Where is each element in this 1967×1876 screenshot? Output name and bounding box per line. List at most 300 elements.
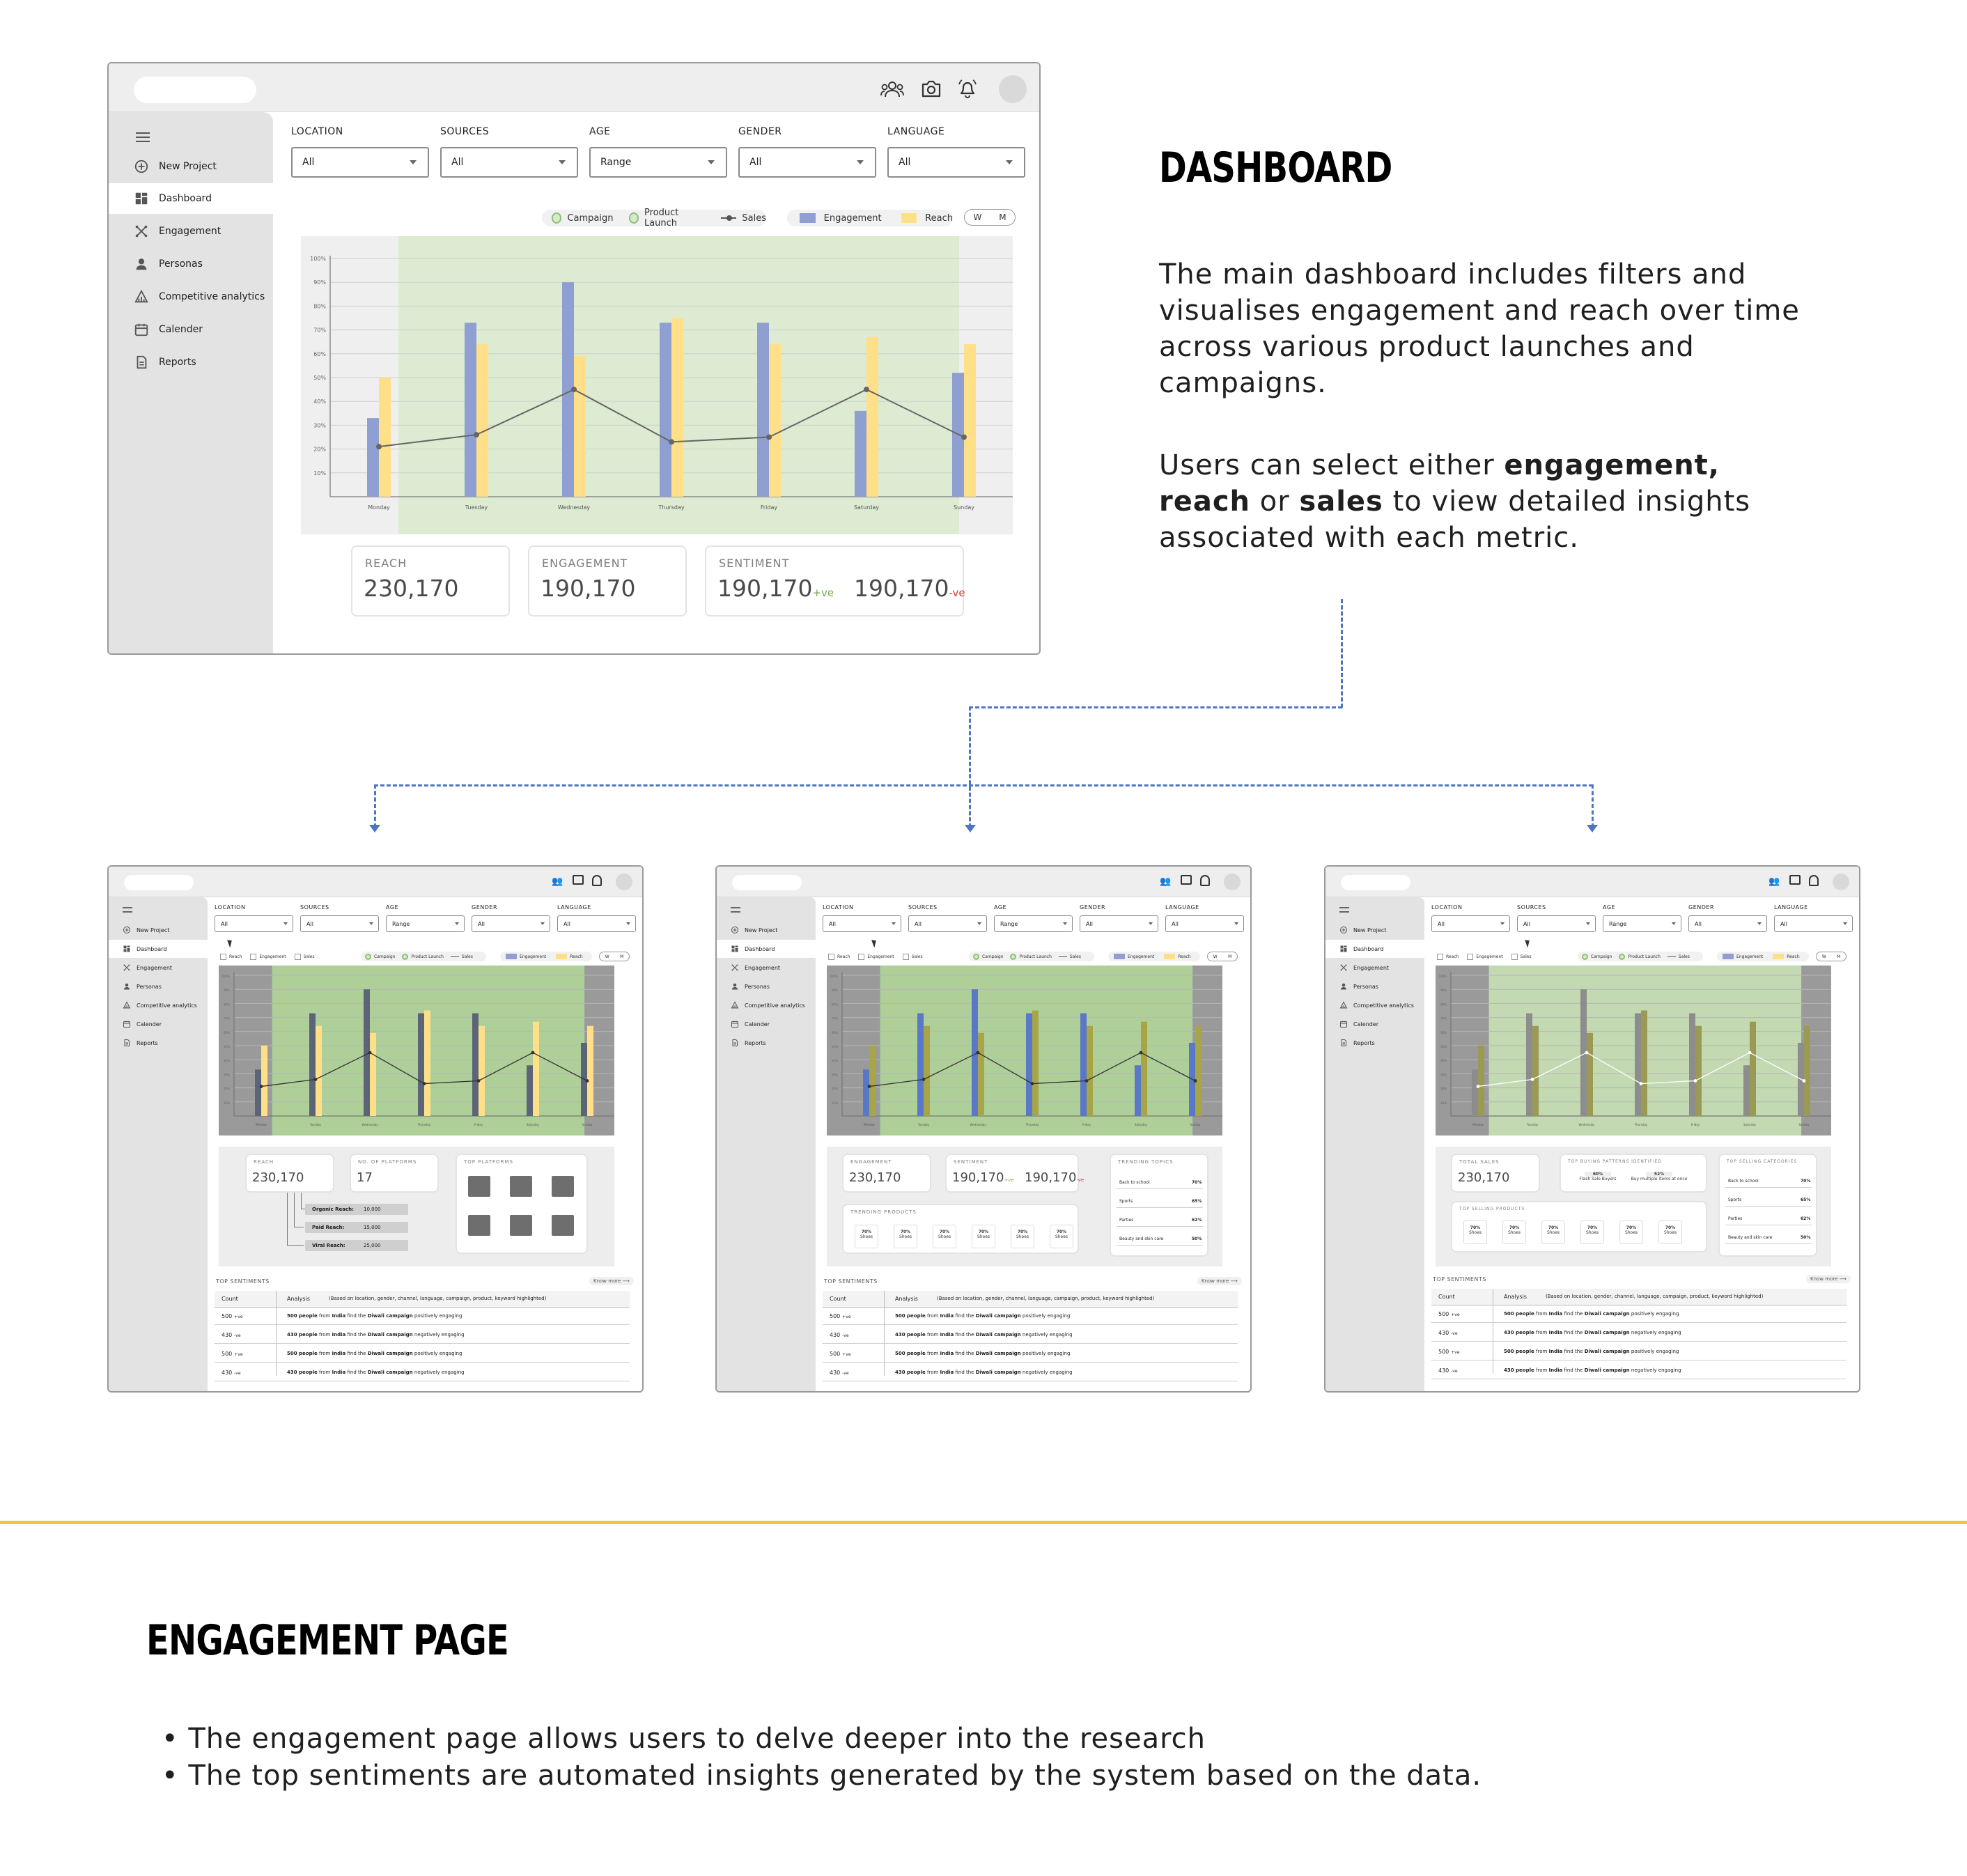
metric-checkbox[interactable] <box>858 954 864 960</box>
platform-logo-placeholder[interactable] <box>468 1176 490 1197</box>
connector-line <box>1341 599 1343 708</box>
engagement-x-icon <box>731 963 739 972</box>
metric-checkbox[interactable] <box>828 954 834 960</box>
analysis-header: Analysis <box>1504 1294 1527 1300</box>
sales-point[interactable] <box>477 1079 481 1083</box>
product-chip[interactable]: 70% Shoes <box>1502 1220 1526 1244</box>
reach-bar[interactable] <box>869 1046 876 1116</box>
sales-point[interactable] <box>1085 1079 1089 1083</box>
sidebar-item-competitive-analytics[interactable] <box>717 996 816 1014</box>
reach-legend-label[interactable]: Reach <box>570 954 583 959</box>
sentiment-analysis: 500 people from India find the Diwali campaign positively engaging <box>895 1313 1071 1319</box>
filter-select-location[interactable] <box>823 915 901 932</box>
chevron-down-icon <box>892 922 896 925</box>
camera-icon[interactable] <box>1789 875 1801 885</box>
reach-bar[interactable] <box>1478 1046 1484 1116</box>
filter-label-gender: GENDER <box>472 904 498 910</box>
engagement-bar[interactable] <box>1026 1014 1032 1116</box>
sales-point[interactable] <box>1640 1082 1643 1085</box>
reach-bar[interactable] <box>769 344 781 497</box>
category-pct: 62% <box>1801 1216 1811 1221</box>
user-avatar[interactable] <box>1224 874 1241 890</box>
sales-point[interactable] <box>260 1085 263 1088</box>
filter-select-language[interactable] <box>557 915 636 932</box>
know-more-link[interactable]: Know more ⟶ <box>1197 1277 1242 1285</box>
sales-point[interactable] <box>1194 1079 1197 1083</box>
engagement-bar[interactable] <box>1526 1014 1532 1116</box>
sentiment-analysis: 500 people from India find the Diwali campaign positively engaging <box>287 1351 462 1356</box>
plus-circle-icon <box>1339 926 1348 934</box>
top-platforms-card[interactable] <box>456 1154 588 1254</box>
camera-icon[interactable] <box>921 79 942 98</box>
engagement-bar[interactable] <box>472 1014 479 1116</box>
sales-point[interactable] <box>868 1085 871 1088</box>
filter-select-location[interactable] <box>215 915 293 932</box>
reach-bar[interactable] <box>379 378 391 497</box>
engagement-card[interactable] <box>842 1154 931 1193</box>
sales-point[interactable] <box>1531 1078 1534 1081</box>
reach-bar[interactable] <box>533 1022 539 1116</box>
checkbox-label: Engagement <box>1476 954 1503 959</box>
metric-checkbox[interactable] <box>1467 954 1473 960</box>
pattern-chip[interactable]: 52% Buy multiple items at once <box>1631 1172 1688 1181</box>
sales-point[interactable] <box>1694 1079 1697 1083</box>
sidebar-item-label: Personas <box>159 258 203 270</box>
toggle-week[interactable]: W <box>973 212 982 222</box>
y-tick-label: 80% <box>313 303 326 310</box>
filter-select-gender[interactable] <box>1688 915 1767 932</box>
reach-bar[interactable] <box>1087 1026 1093 1116</box>
product-chip[interactable]: 70% Shoes <box>1619 1220 1643 1244</box>
filter-select-language[interactable] <box>1774 915 1853 932</box>
sidebar-item-competitive-analytics[interactable] <box>109 281 273 312</box>
metric-checkbox[interactable] <box>295 954 301 960</box>
toggle-month[interactable]: M <box>1228 954 1232 959</box>
y-tick-label: 30% <box>1440 1073 1447 1077</box>
engagement-x-icon <box>123 963 131 972</box>
toggle-week[interactable]: W <box>605 954 609 959</box>
filter-select-gender[interactable] <box>738 147 876 178</box>
week-month-toggle[interactable] <box>964 209 1016 226</box>
engagement-bar[interactable] <box>367 418 379 497</box>
reach-bar[interactable] <box>866 337 878 497</box>
know-more-link[interactable]: Know more ⟶ <box>1806 1275 1851 1283</box>
product-chip[interactable]: 70% Shoes <box>1658 1220 1682 1244</box>
engagement-kpi-label: ENGAGEMENT <box>542 557 628 570</box>
sidebar-item-personas[interactable] <box>717 977 816 995</box>
sales-point[interactable] <box>961 435 967 440</box>
person-icon <box>731 982 739 991</box>
bell-icon[interactable] <box>592 875 602 886</box>
trending-products-card[interactable] <box>842 1204 1079 1254</box>
platform-logo-placeholder[interactable] <box>552 1176 574 1197</box>
search-pill[interactable] <box>1341 875 1410 890</box>
sales-legend-label[interactable]: Sales <box>1069 954 1081 959</box>
sidebar-item-reports[interactable] <box>109 347 273 378</box>
reach-bar[interactable] <box>1141 1022 1147 1116</box>
sidebar-item-dashboard[interactable] <box>1325 940 1430 958</box>
reach-bar[interactable] <box>316 1026 322 1116</box>
sales-point[interactable] <box>1748 1051 1752 1055</box>
negative-tag: -ve <box>949 587 965 599</box>
sentiment-count: 500 +ve <box>830 1351 851 1357</box>
engagement-kpi-card[interactable] <box>528 545 687 617</box>
engagement-bar[interactable] <box>757 323 769 497</box>
camera-icon[interactable] <box>573 875 584 885</box>
week-month-toggle[interactable] <box>1816 952 1847 961</box>
campaign-legend-label[interactable]: Campaign <box>374 954 396 959</box>
filter-value: All <box>915 920 922 927</box>
y-tick-label: 90% <box>832 989 838 993</box>
reach-bar[interactable] <box>964 344 976 497</box>
sidebar-item-calender[interactable] <box>1325 1015 1424 1033</box>
product-chip[interactable]: 70% Shoes <box>972 1225 995 1248</box>
reach-legend-label[interactable]: Reach <box>1787 954 1800 959</box>
y-tick-label: 70% <box>224 1016 230 1021</box>
engagement-bar[interactable] <box>1689 1014 1695 1116</box>
sales-legend-label[interactable]: Sales <box>742 212 766 224</box>
sidebar-item-personas[interactable] <box>109 977 208 995</box>
hamburger-menu-icon[interactable] <box>731 907 740 913</box>
metric-checkbox[interactable] <box>903 954 909 960</box>
y-tick-label: 10% <box>832 1101 838 1105</box>
search-pill[interactable] <box>732 875 802 890</box>
y-tick-label: 40% <box>1440 1059 1447 1063</box>
sales-point[interactable] <box>474 432 479 437</box>
reach-bar[interactable] <box>1804 1026 1810 1116</box>
filter-select-sources[interactable] <box>300 915 379 932</box>
sentiment-count: 430 -ve <box>221 1370 241 1376</box>
reach-bar[interactable] <box>1750 1022 1756 1116</box>
product-launch-legend-label[interactable]: Product Launch <box>1628 954 1661 959</box>
sales-point[interactable] <box>669 439 674 444</box>
hamburger-menu-icon[interactable] <box>1339 907 1349 913</box>
sidebar-item-reports[interactable] <box>1325 1034 1424 1052</box>
engagement-value: 230,170 <box>849 1170 901 1185</box>
chevron-down-icon <box>455 922 459 925</box>
sidebar-item-reports[interactable] <box>109 1034 208 1052</box>
bell-icon[interactable] <box>1809 875 1819 886</box>
sidebar-item-dashboard[interactable] <box>109 940 213 958</box>
chevron-down-icon <box>1006 160 1013 164</box>
reach-breakdown-row[interactable] <box>305 1204 408 1215</box>
toggle-month[interactable]: M <box>620 954 624 959</box>
engagement-legend-label[interactable]: Engagement <box>520 954 547 959</box>
x-tick-label: Sunday <box>582 1123 593 1126</box>
sales-point[interactable] <box>423 1082 426 1085</box>
hamburger-menu-icon[interactable] <box>135 132 150 143</box>
engagement-bar[interactable] <box>917 1014 924 1116</box>
sidebar-item-calender[interactable] <box>717 1015 816 1033</box>
toggle-week[interactable]: W <box>1213 954 1218 959</box>
sidebar-item-new-project[interactable] <box>1325 921 1424 939</box>
filter-select-location[interactable] <box>1431 915 1510 932</box>
sidebar-item-personas[interactable] <box>109 249 273 279</box>
engagement-bar[interactable] <box>1135 1065 1141 1116</box>
count-header: Count <box>830 1296 846 1302</box>
sales-point[interactable] <box>1477 1085 1480 1088</box>
campaign-legend-label[interactable]: Campaign <box>567 212 614 224</box>
users-icon[interactable]: 👥 <box>552 876 563 887</box>
filter-select-sources[interactable] <box>908 915 987 932</box>
sidebar-item-competitive-analytics[interactable] <box>109 996 208 1014</box>
engagement-bar[interactable] <box>418 1014 424 1116</box>
users-icon[interactable] <box>880 80 904 98</box>
reach-bar[interactable] <box>1195 1026 1202 1116</box>
hamburger-menu-icon[interactable] <box>123 907 132 913</box>
platform-logo-placeholder[interactable] <box>552 1215 574 1236</box>
sidebar-item-new-project[interactable] <box>109 921 208 939</box>
filter-value: All <box>1086 920 1093 927</box>
product-launch-legend-label[interactable]: Product Launch <box>1019 954 1052 959</box>
sidebar-item-engagement[interactable] <box>109 216 273 247</box>
sidebar-item-label: Competitive analytics <box>745 1002 805 1009</box>
product-chip[interactable]: 70% Shoes <box>1580 1220 1604 1244</box>
filter-select-age[interactable] <box>589 147 727 178</box>
filter-select-sources[interactable] <box>1517 915 1596 932</box>
sidebar-item-competitive-analytics[interactable] <box>1325 996 1424 1014</box>
engagement-bar[interactable] <box>855 411 866 497</box>
reach-kpi-card[interactable] <box>351 545 510 617</box>
reach-bar[interactable] <box>479 1026 485 1116</box>
engagement-legend-label[interactable]: Engagement <box>1128 954 1155 959</box>
engagement-bar[interactable] <box>660 323 671 497</box>
product-chip[interactable]: 70% Shoes <box>1050 1225 1073 1248</box>
search-pill[interactable] <box>124 875 194 890</box>
engagement-bar[interactable] <box>465 323 476 497</box>
product-chip[interactable]: 70% Shoes <box>894 1225 917 1248</box>
y-tick-label: 30% <box>313 422 326 429</box>
user-avatar[interactable] <box>999 75 1027 103</box>
report-icon <box>123 1039 131 1047</box>
total-sales-card[interactable] <box>1451 1154 1540 1193</box>
campaign-legend-label[interactable]: Campaign <box>1591 954 1612 959</box>
product-chip[interactable]: 70% Shoes <box>1541 1220 1565 1244</box>
toggle-week[interactable]: W <box>1821 954 1826 959</box>
breakdown-label: Viral Reach: <box>312 1243 345 1248</box>
product-chip[interactable]: 70% Shoes <box>1011 1225 1034 1248</box>
platform-logo-placeholder[interactable] <box>510 1215 532 1236</box>
sidebar-item-dashboard[interactable] <box>717 940 821 958</box>
sidebar-item-label: Reports <box>137 1039 158 1046</box>
connector-line <box>374 784 376 828</box>
bell-icon[interactable] <box>1200 875 1210 886</box>
reach-bar[interactable] <box>370 1033 376 1116</box>
filter-select-sources[interactable] <box>440 147 578 178</box>
bell-icon[interactable] <box>957 78 978 99</box>
filter-select-age[interactable] <box>994 915 1073 932</box>
engagement-legend-label[interactable]: Engagement <box>1736 954 1764 959</box>
sales-point[interactable] <box>1031 1082 1034 1085</box>
camera-icon[interactable] <box>1181 875 1192 885</box>
reach-breakdown-row[interactable] <box>305 1222 408 1233</box>
filter-select-location[interactable] <box>291 147 429 178</box>
reach-bar[interactable] <box>978 1033 984 1116</box>
platforms-card[interactable] <box>350 1154 439 1193</box>
sales-point[interactable] <box>531 1051 535 1055</box>
week-month-toggle[interactable] <box>1207 952 1238 961</box>
platform-logo-placeholder[interactable] <box>510 1176 532 1197</box>
metric-checkbox[interactable] <box>250 954 256 960</box>
user-avatar[interactable] <box>1833 874 1849 890</box>
engagement-bar[interactable] <box>527 1065 533 1116</box>
top-platforms-label: TOP PLATFORMS <box>464 1159 513 1165</box>
sentiment-count: 500 +ve <box>830 1313 851 1319</box>
reach-bar[interactable] <box>424 1011 430 1117</box>
sidebar-item-label: Reports <box>745 1039 766 1046</box>
calendar-icon <box>123 1020 131 1028</box>
week-month-toggle[interactable] <box>599 952 630 961</box>
engagement-bar[interactable] <box>1472 1069 1478 1116</box>
row-divider <box>1431 1341 1847 1342</box>
engagement-bar[interactable] <box>1635 1014 1641 1116</box>
sales-point[interactable] <box>376 444 382 449</box>
filter-value: All <box>829 920 836 927</box>
reach-bar[interactable] <box>1641 1011 1647 1117</box>
reach-bar[interactable] <box>574 356 586 497</box>
engagement-page-heading: ENGAGEMENT PAGE <box>146 1616 508 1665</box>
reach-legend-label[interactable]: Reach <box>925 212 953 224</box>
small-chart <box>827 966 1222 1135</box>
sidebar-item-dashboard[interactable] <box>109 183 288 214</box>
engagement-legend-label[interactable]: Engagement <box>823 212 882 224</box>
users-icon[interactable]: 👥 <box>1160 876 1172 887</box>
chevron-down-icon <box>708 160 715 164</box>
sentiment-analysis: 500 people from India find the Diwali campaign positively engaging <box>895 1351 1071 1356</box>
filter-value: Range <box>600 157 632 168</box>
arrow-down-icon <box>965 825 976 832</box>
reach-bar[interactable] <box>476 344 488 497</box>
top-selling-categories-card[interactable] <box>1718 1154 1817 1257</box>
reach-breakdown-row[interactable] <box>305 1240 408 1251</box>
sales-point[interactable] <box>864 387 869 392</box>
metric-checkbox[interactable] <box>1437 954 1443 960</box>
platform-logo-placeholder[interactable] <box>468 1215 490 1236</box>
sentiment-analysis: 430 people from India find the Diwali campaign negatively engaging <box>287 1332 465 1338</box>
count-header: Count <box>221 1296 238 1302</box>
sales-point[interactable] <box>977 1051 980 1055</box>
sidebar-item-engagement[interactable] <box>1325 959 1424 977</box>
campaign-legend-label[interactable]: Campaign <box>982 954 1004 959</box>
sidebar-item-calender[interactable] <box>109 314 273 345</box>
filter-value: All <box>306 920 313 927</box>
filter-select-language[interactable] <box>1165 915 1244 932</box>
topic-name: Sports <box>1119 1199 1133 1204</box>
y-tick-label: 40% <box>313 398 326 405</box>
sentiment-count: 500 +ve <box>1438 1311 1460 1317</box>
reach-bar[interactable] <box>1032 1011 1039 1117</box>
filter-select-gender[interactable] <box>472 915 550 932</box>
filter-value: Range <box>392 920 410 927</box>
sales-point[interactable] <box>1140 1051 1143 1055</box>
sidebar-item-new-project[interactable] <box>717 921 816 939</box>
top-selling-products-card[interactable] <box>1451 1201 1707 1253</box>
filter-select-gender[interactable] <box>1080 915 1158 932</box>
product-chip[interactable]: 70% Shoes <box>933 1225 956 1248</box>
filter-select-age[interactable] <box>386 915 465 932</box>
sales-point[interactable] <box>922 1078 926 1081</box>
users-icon[interactable]: 👥 <box>1768 876 1780 887</box>
filter-select-age[interactable] <box>1603 915 1681 932</box>
y-tick-label: 60% <box>832 1030 838 1034</box>
engagement-bar[interactable] <box>1080 1014 1087 1116</box>
reach-bar[interactable] <box>671 318 683 497</box>
sentiment-card[interactable] <box>945 1154 1084 1193</box>
user-avatar[interactable] <box>616 874 632 890</box>
sales-point[interactable] <box>571 387 577 392</box>
reach-bar[interactable] <box>587 1026 593 1116</box>
analytics-icon <box>123 1001 131 1009</box>
sales-point[interactable] <box>1585 1051 1589 1055</box>
sidebar-item-engagement[interactable] <box>717 959 816 977</box>
x-tick-label: Thursday <box>658 504 685 511</box>
sales-point[interactable] <box>368 1051 372 1055</box>
pattern-chip[interactable]: 60% Flash Sale Buyers <box>1579 1172 1617 1181</box>
product-chip[interactable]: 70% Shoes <box>1463 1220 1487 1244</box>
small-chart <box>219 966 614 1135</box>
metric-checkbox[interactable] <box>220 954 226 960</box>
engagement-bar[interactable] <box>1743 1065 1750 1116</box>
trending-topics-card[interactable] <box>1110 1154 1208 1257</box>
reach-bar[interactable] <box>924 1026 930 1116</box>
search-pill[interactable] <box>134 77 256 103</box>
sidebar-item-reports[interactable] <box>717 1034 816 1052</box>
reach-bar[interactable] <box>1532 1026 1539 1116</box>
toggle-month[interactable]: M <box>999 212 1006 222</box>
sales-point[interactable] <box>1803 1079 1806 1083</box>
toggle-month[interactable]: M <box>1837 954 1841 959</box>
sidebar-item-engagement[interactable] <box>109 959 208 977</box>
reach-card[interactable] <box>245 1154 334 1193</box>
sidebar-item-calender[interactable] <box>109 1015 208 1033</box>
sentiment-kpi-card[interactable] <box>705 545 964 617</box>
reach-bar[interactable] <box>261 1046 267 1116</box>
sales-point[interactable] <box>766 435 772 440</box>
sentiment-analysis: 500 people from India find the Diwali campaign positively engaging <box>287 1313 462 1319</box>
analysis-note: (Based on location, gender, channel, language, campaign, product, keyword highlighted) <box>1546 1294 1764 1299</box>
x-tick-label: Wednesday <box>557 504 591 511</box>
filter-select-language[interactable] <box>887 147 1025 178</box>
engagement-bar[interactable] <box>255 1069 261 1116</box>
sidebar-item-label: Reports <box>1353 1039 1375 1046</box>
buying-patterns-card[interactable] <box>1560 1154 1707 1193</box>
reach-bar[interactable] <box>1695 1026 1702 1116</box>
campaign-legend-icon <box>1582 954 1588 960</box>
reach-bar[interactable] <box>1587 1033 1593 1116</box>
sidebar-item-personas[interactable] <box>1325 977 1424 995</box>
product-launch-legend-label[interactable]: Product Launch <box>644 208 679 228</box>
reach-legend-label[interactable]: Reach <box>1178 954 1191 959</box>
filter-value: Range <box>1609 920 1627 927</box>
sidebar-item-new-project[interactable] <box>109 151 273 182</box>
category-name: Beauty and skin care <box>1728 1235 1773 1240</box>
sales-point[interactable] <box>586 1079 589 1083</box>
product-chip[interactable]: 70% Shoes <box>855 1225 878 1248</box>
product-launch-legend-label[interactable]: Product Launch <box>411 954 444 959</box>
sentiment-count: 430 -ve <box>830 1370 849 1376</box>
engagement-bar[interactable] <box>863 1069 869 1116</box>
sales-legend-label[interactable]: Sales <box>461 954 473 959</box>
x-tick-label: Thursday <box>1634 1123 1648 1126</box>
category-pct: 65% <box>1801 1197 1811 1202</box>
sales-legend-label[interactable]: Sales <box>1678 954 1690 959</box>
x-tick-label: Saturday <box>1134 1123 1148 1126</box>
know-more-link[interactable]: Know more ⟶ <box>589 1277 634 1285</box>
sales-point[interactable] <box>314 1078 318 1081</box>
dashboard-grid-icon <box>123 945 131 953</box>
metric-checkbox[interactable] <box>1511 954 1518 960</box>
engagement-bar[interactable] <box>309 1014 316 1116</box>
